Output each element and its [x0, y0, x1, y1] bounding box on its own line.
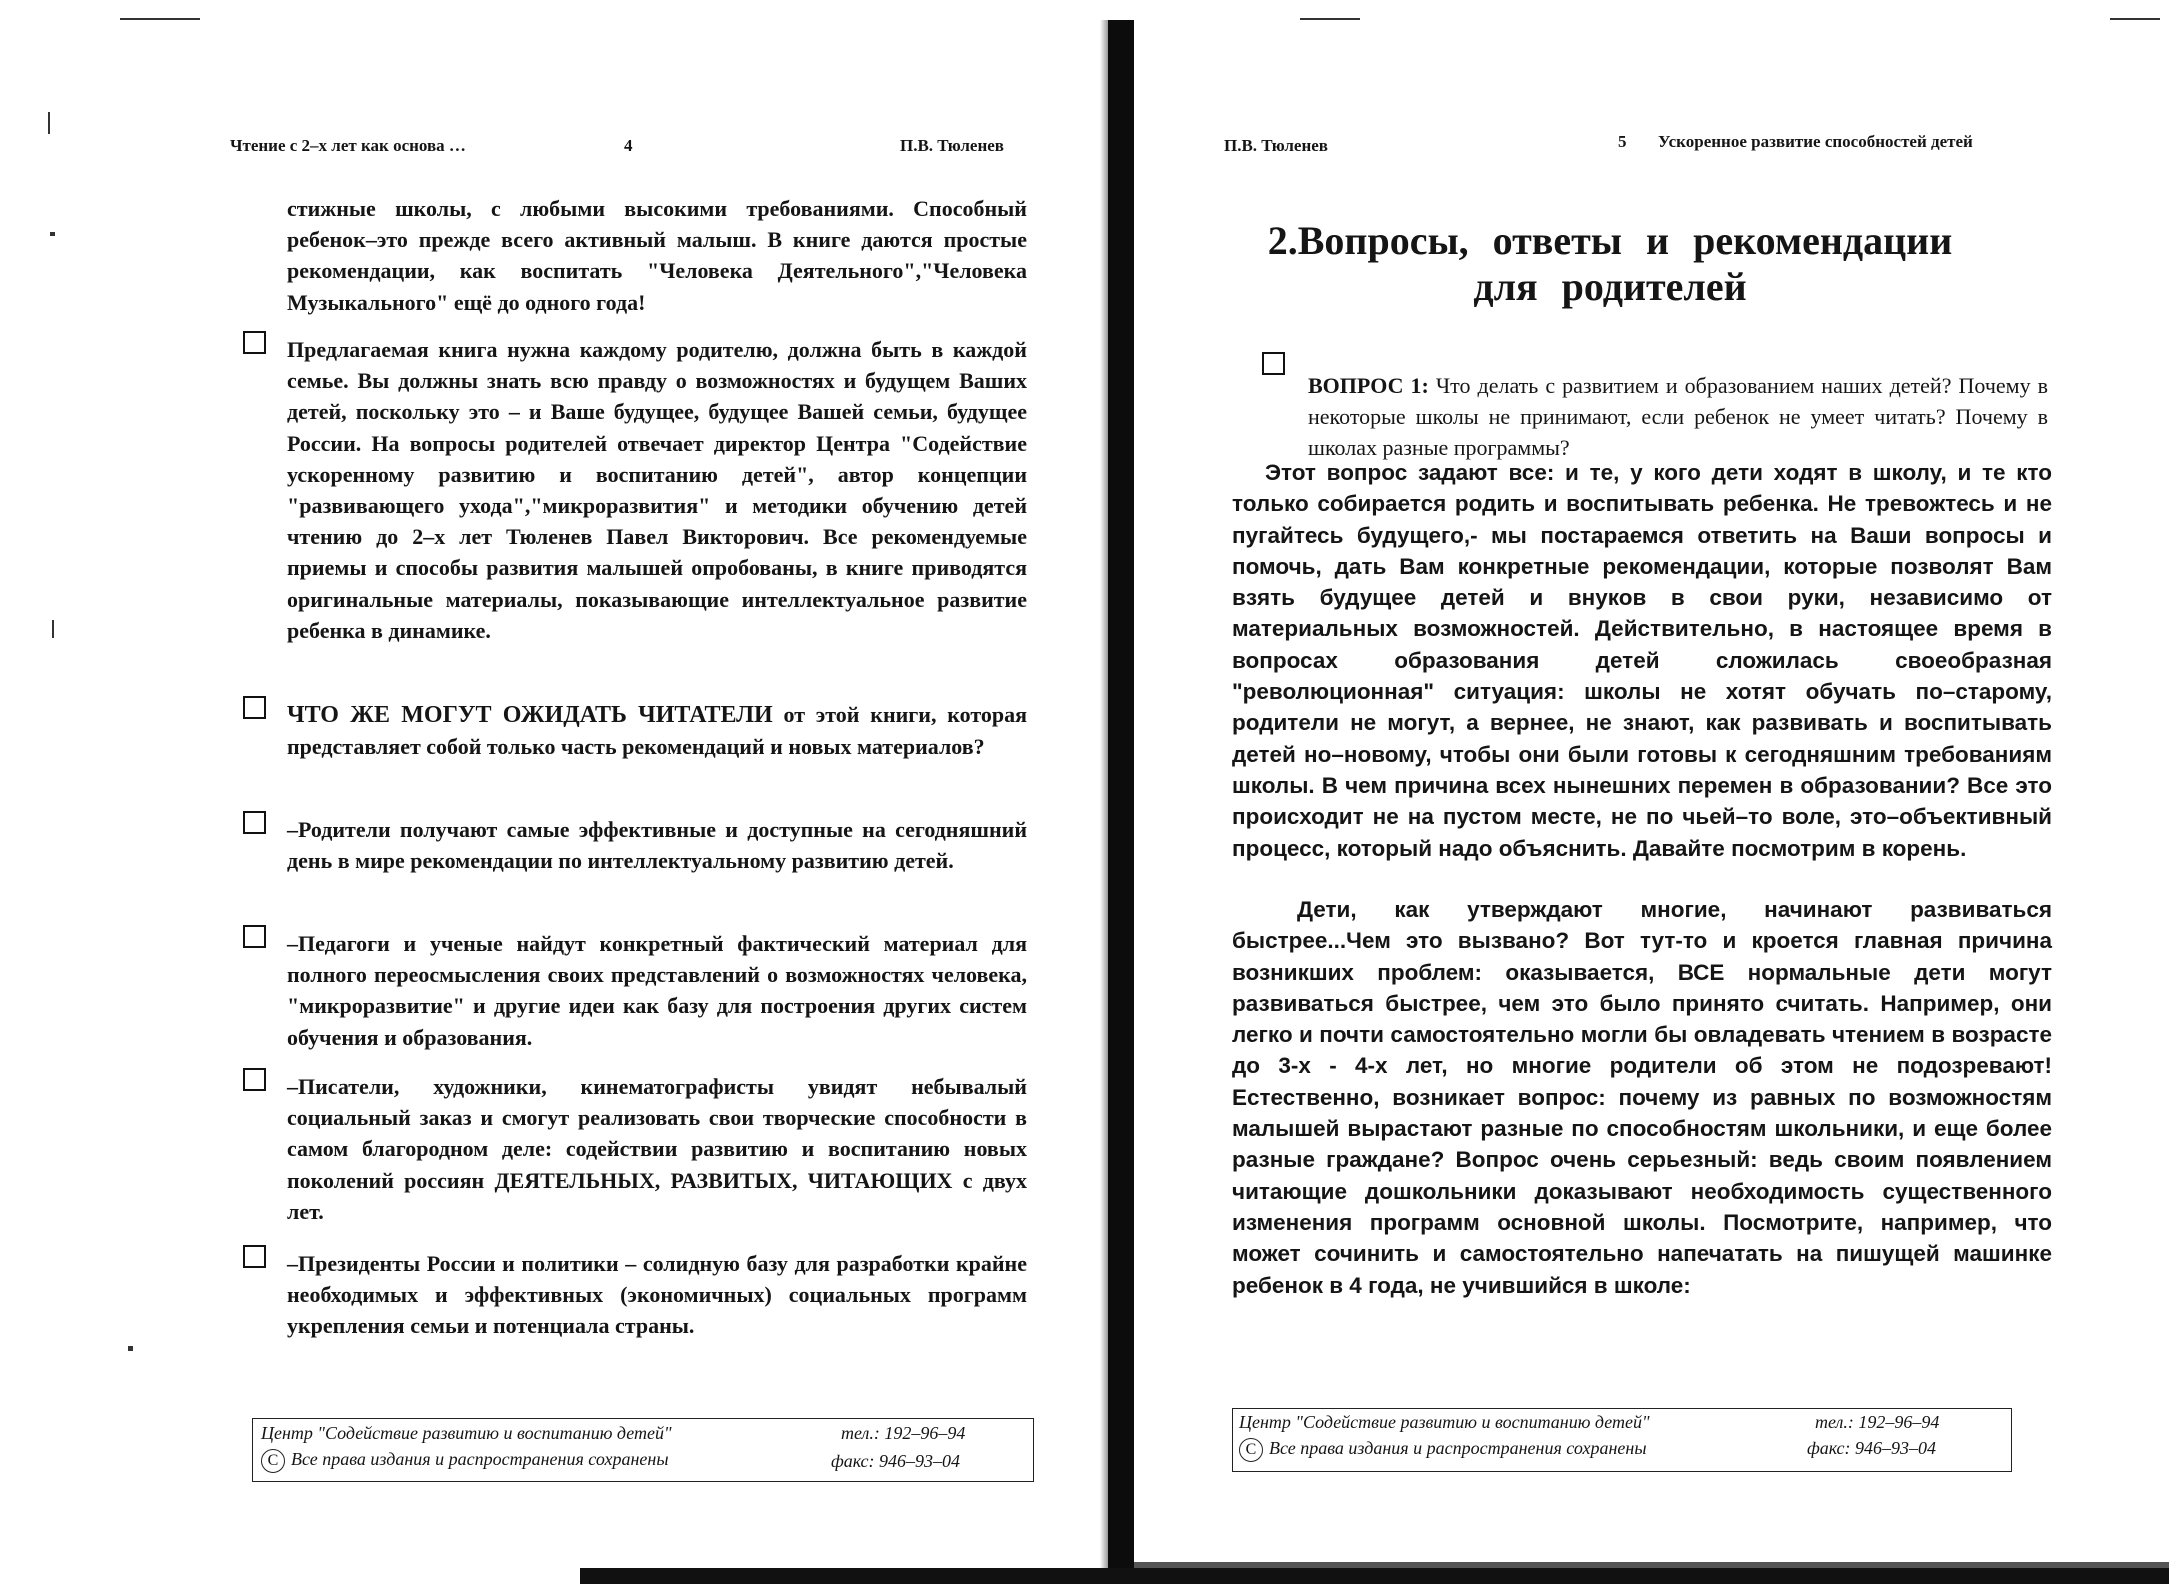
answer-paragraph-2: Дети, как утверждают многие, начинают развиваться быстрее...Чем это вызвано? Вот тут-то и кроется главная причина возникших проблем: оказывается, ВСЕ нормальные дети могут развиваться быстрее, чем это было принято считать. Например, они легко и почти самостоятельно могли бы овладевать чтением в возрасте до 3-х - 4-х лет, но многие родители об этом не подозревают! Естественно, возникает вопрос: почему из равных по возможностям малышей вырастают разные по способностям школьники, и еще более разные граждане? Вопрос очень серьезный: ведь своим появлением читающие дошкольники доказывают необходимость существенного изменения программ основной школы. Посмотрите, например, что может сочинить и самостоятельно напечатать на пишущей машинке ребенок в 4 года, не учившийся в школе:	[1232, 897, 2052, 1298]
copyright-icon: C	[1239, 1438, 1263, 1462]
list-item-lead: ЧТО ЖЕ МОГУТ ОЖИДАТЬ ЧИТАТЕЛИ	[287, 702, 773, 728]
footer-box	[1232, 1408, 2012, 1472]
page-number: 5	[1618, 132, 1627, 151]
answer-paragraph-1: Этот вопрос задают все: и те, у кого дети ходят в школу, и те кто только собирается родить и воспитывать ребенка. Не тревожтесь и не пугайтесь будущего,- мы постараемся ответить на Ваши вопросы и помочь, дать Вам конкретные рекомендации, которые позволят Вам взять будущее детей и внуков в свои руки, независимо от материальных возможностей. Действительно, в настоящее время в вопросах образования детей сложилась своеобразная "революционная" ситуация: школы не хотят обучать по–старому, родители не могут, а вернее, не знают, как развивать и воспитывать детей но–новому, чтобы они были готовы к сегодняшним требованиям школы. В чем причина всех нынешних перемен в образовании? Все это происходит не на пустом месте, не по чьей–то воле, это–объективный процесс, который надо объяснить. Давайте посмотрим в корень.	[1232, 460, 2052, 861]
list-item-parents: –Родители получают самые эффективные и доступные на сегодняшний день в мире рекомендации по интеллектуальному развитию детей.	[287, 817, 1027, 874]
checkbox-icon	[1262, 352, 1285, 375]
footer-phone: тел.: 192–96–94	[841, 1423, 966, 1443]
running-head-left: Чтение с 2–х лет как основа …	[230, 136, 466, 155]
list-item-writers: –Писатели, художники, кинематографисты увидят небывалый социальный заказ и смогут реализовать свои творческие способности в самом благородном деле: содействии развитию и воспитанию новых поколений россиян ДЕЯТЕЛЬНЫХ, РАЗВИТЫХ, ЧИТАЮЩИХ с двух лет.	[287, 1074, 1027, 1224]
question-1	[1308, 370, 2048, 463]
list-item-readers-expect	[287, 699, 1027, 762]
checkbox-icon	[243, 1068, 266, 1091]
question-text: Что делать с развитием и образованием наших детей? Почему в некоторые школы не принимают, если ребенок не умеет читать? Почему в школах разные программы?	[1308, 373, 2048, 460]
running-head-author: П.В. Тюленев	[900, 136, 1004, 155]
checkbox-icon	[243, 1245, 266, 1268]
intro-paragraph: стижные школы, с любыми высокими требованиями. Способный ребенок–это прежде всего активный малыш. В книге даются простые рекомендации, как воспитать "Человека Деятельного","Человека Музыкального" ещё до одного года!	[287, 196, 1027, 315]
section-heading	[1170, 218, 2050, 310]
footer-fax: факс: 946–93–04	[831, 1451, 960, 1471]
footer-box	[252, 1418, 1034, 1482]
footer-org: Центр "Содействие развитию и воспитанию детей"	[1239, 1412, 1650, 1432]
checkbox-icon	[243, 331, 266, 354]
list-item-text: от этой книги, которая представляет собой только часть рекомендаций и новых материалов?	[287, 702, 1027, 760]
page-number: 4	[624, 136, 633, 155]
running-head-author: П.В. Тюленев	[1224, 136, 1328, 155]
running-head-title: Ускоренное развитие способностей детей	[1658, 132, 1973, 151]
list-item-presidents: –Президенты России и политики – солидную базу для разработки крайне необходимых и эффективных (экономичных) социальных программ укрепления семьи и потенциала страны.	[287, 1251, 1027, 1339]
list-item-teachers: –Педагоги и ученые найдут конкретный фактический материал для полного переосмысления своих представлений о возможностях человека, "микроразвитие" и другие идеи как базу для построения других систем обучения и образования.	[287, 931, 1027, 1050]
copyright-icon: C	[261, 1449, 285, 1473]
section-heading-line-2: для родителей	[1473, 264, 1747, 309]
section-heading-line-1: 2.Вопросы, ответы и рекомендации	[1267, 218, 1953, 263]
checkbox-icon	[243, 925, 266, 948]
footer-rights: C Все права издания и распространения сохранены	[261, 1449, 669, 1473]
footer-org: Центр "Содействие развитию и воспитанию детей"	[261, 1423, 672, 1443]
question-label: ВОПРОС 1:	[1308, 373, 1429, 398]
footer-rights: C Все права издания и распространения сохранены	[1239, 1438, 1647, 1462]
footer-phone: тел.: 192–96–94	[1815, 1412, 1940, 1432]
right-page	[1130, 0, 2169, 1584]
footer-fax: факс: 946–93–04	[1807, 1438, 1936, 1458]
list-item-book-purpose: Предлагаемая книга нужна каждому родителю, должна быть в каждой семье. Вы должны знать всю правду о возможностях и будущем Ваших детей, поскольку это – и Ваше будущее, будущее Вашей семьи, будущее России. На вопросы родителей отвечает директор Центра "Содействие ускоренному развитию и воспитанию детей", автор концепции "развивающего ухода","микроразвития" и методики обучению детей чтению до 2–х лет Тюленев Павел Викторович. Все рекомендуемые приемы и способы развития малышей опробованы, в книге приводятся оригинальные материалы, показывающие интеллектуальное развитие ребенка в динамике.	[287, 337, 1027, 643]
checkbox-icon	[243, 811, 266, 834]
checkbox-icon	[243, 696, 266, 719]
